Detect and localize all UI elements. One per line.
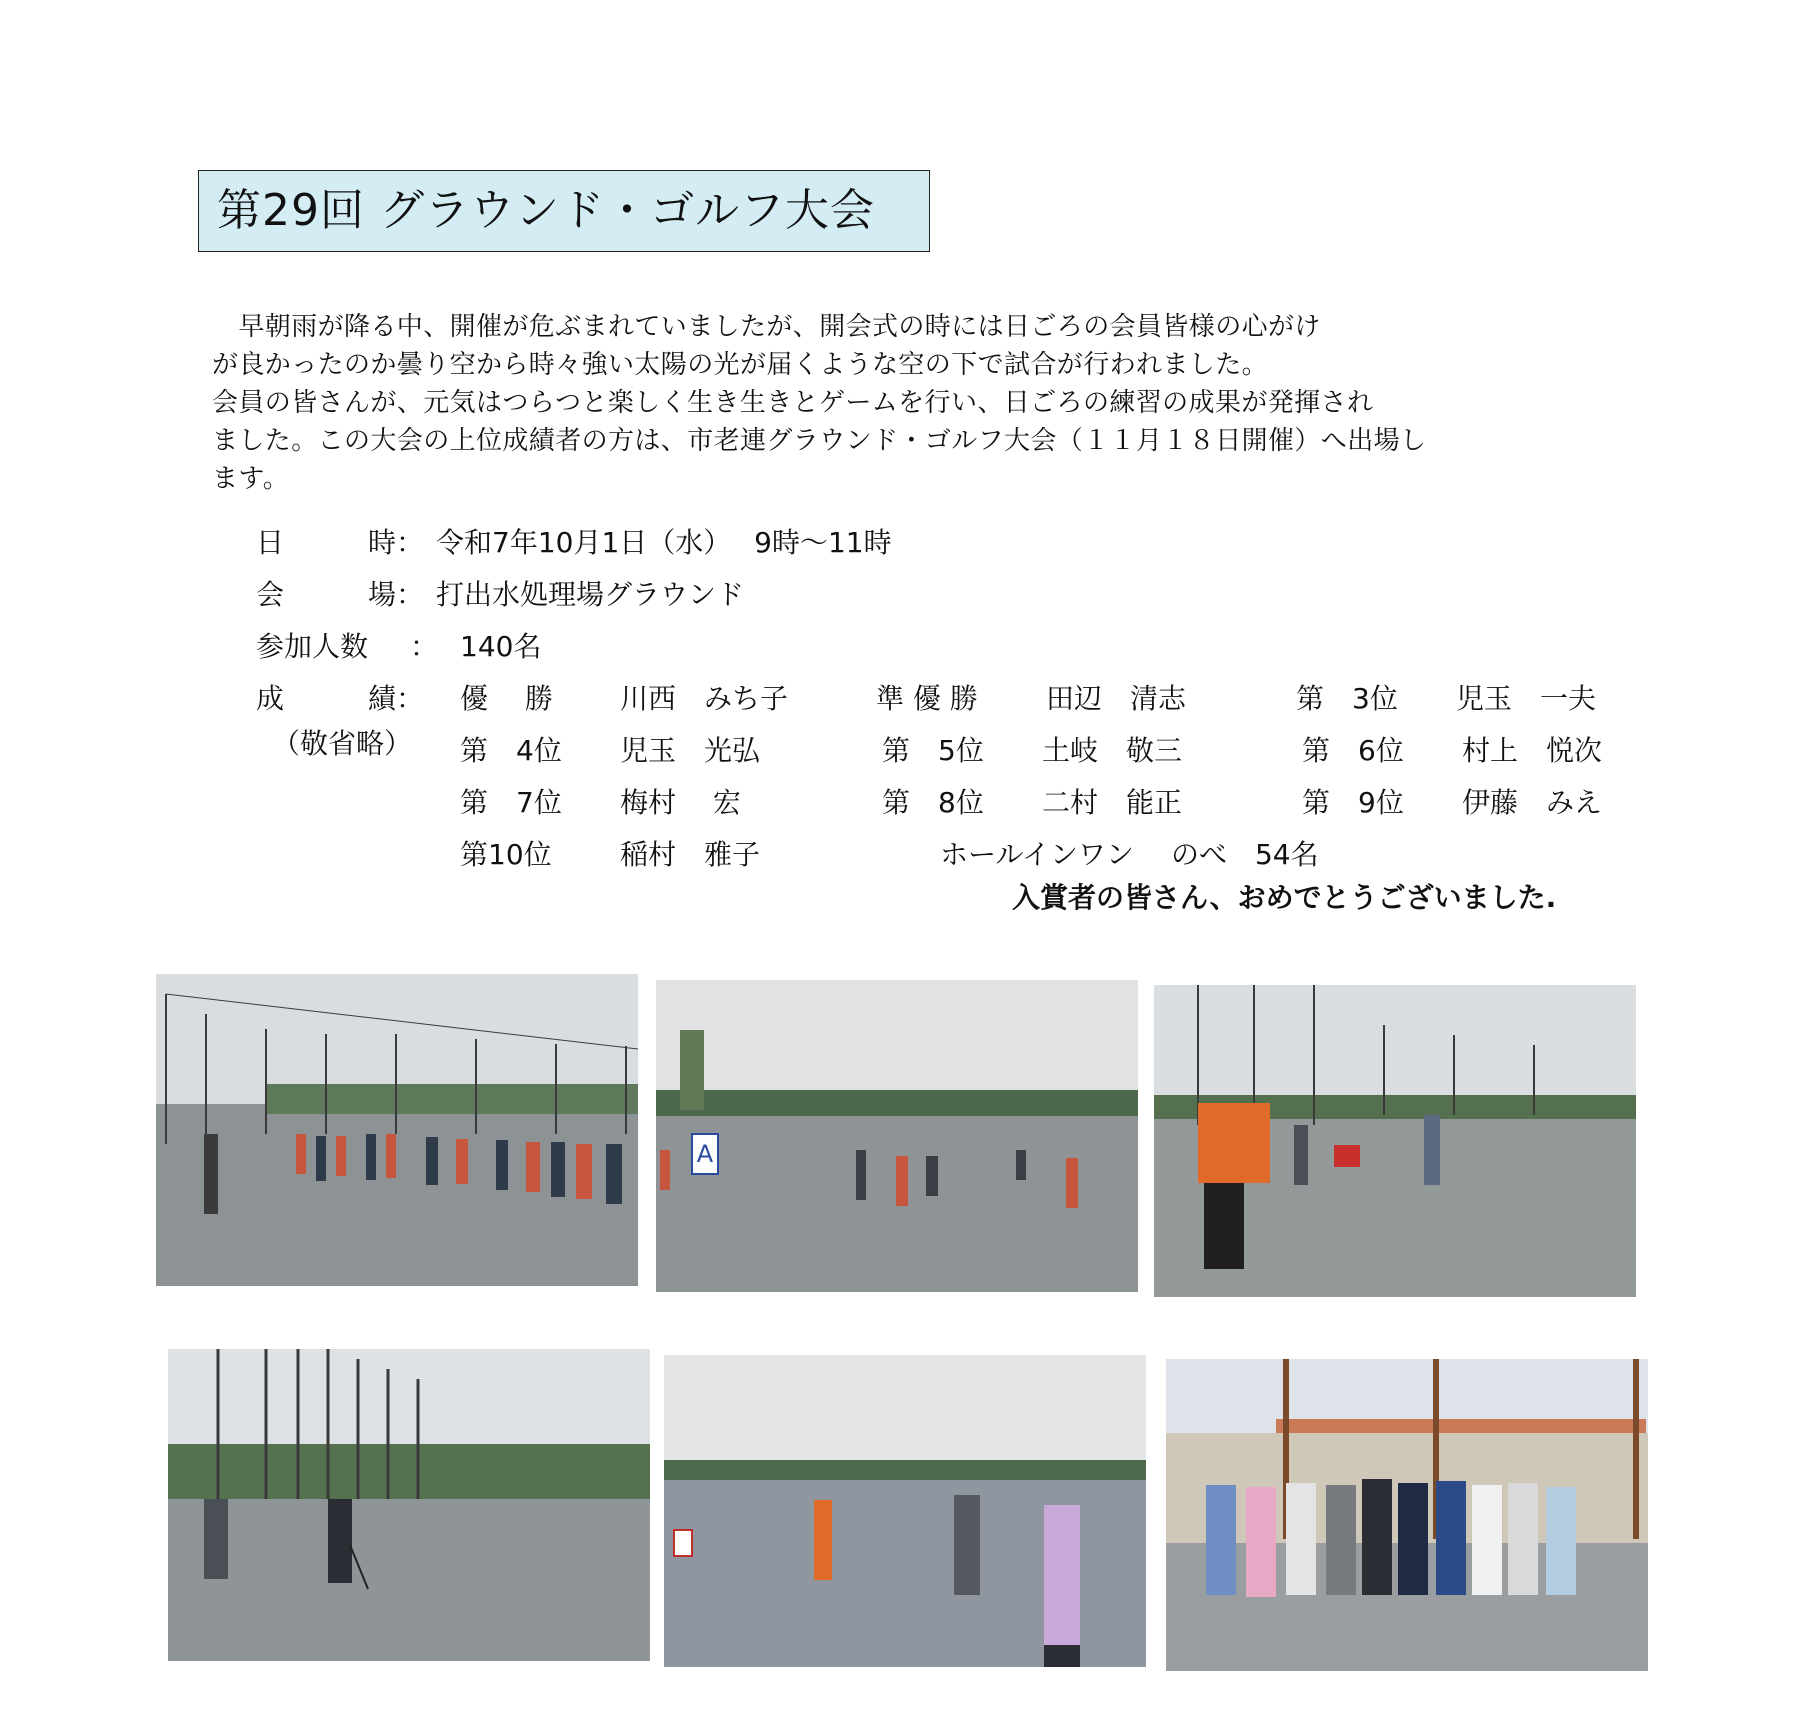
intro-line: が良かったのか曇り空から時々強い太陽の光が届くような空の下で試合が行われました。 — [212, 350, 1269, 380]
intro-line: ました。この大会の上位成績者の方は、市老連グラウンド・ゴルフ大会（１１月１８日開催）へ出場し — [212, 426, 1427, 456]
result-rank: 第 3位 — [1296, 682, 1398, 715]
photo-2-play — [656, 980, 1138, 1292]
count-label: 参加人数 — [256, 630, 369, 663]
intro-line: 会員の皆さんが、元気はつらつと楽しく生き生きとゲームを行い、日ごろの練習の成果が発揮され — [212, 388, 1374, 418]
result-name: 伊藤 みえ — [1462, 786, 1603, 819]
colon: ： — [396, 526, 425, 559]
result-rank: 第 7位 — [460, 786, 562, 819]
result-name: 村上 悦次 — [1462, 734, 1603, 767]
result-name: 児玉 一夫 — [1456, 682, 1597, 715]
page-title: 第29回 グラウンド・ゴルフ大会 — [217, 185, 875, 236]
title-box — [198, 170, 930, 252]
hole-in-one: ホールインワン のべ 54名 — [940, 838, 1319, 871]
date-label-a: 日 — [256, 526, 285, 559]
photo-4-play — [168, 1349, 650, 1661]
count-value: 140名 — [460, 630, 542, 663]
result-name: 土岐 敬三 — [1042, 734, 1183, 767]
date-label-b: 時 — [367, 526, 396, 559]
result-name: 児玉 光弘 — [620, 734, 761, 767]
result-rank: 第 9位 — [1302, 786, 1404, 819]
svg-text:A: A — [696, 1140, 714, 1168]
colon: ： — [396, 682, 425, 715]
result-rank: 優 勝 — [460, 682, 553, 715]
result-name: 二村 能正 — [1042, 786, 1183, 819]
result-name: 田辺 清志 — [1046, 682, 1187, 715]
intro-line: 早朝雨が降る中、開催が危ぶまれていましたが、開会式の時には日ごろの会員皆様の心がけ — [212, 312, 1321, 342]
photo-3-play — [1154, 985, 1636, 1297]
results-label-b: 績 — [367, 682, 396, 715]
colon: ： — [396, 578, 425, 611]
date-value: 令和7年10月1日（水） 9時～11時 — [436, 526, 892, 559]
result-name: 川西 みち子 — [620, 682, 789, 715]
results-note: （敬省略） — [272, 727, 413, 760]
result-rank: 第10位 — [460, 838, 552, 871]
result-rank: 第 4位 — [460, 734, 562, 767]
venue-label-a: 会 — [256, 578, 285, 611]
results-label-a: 成 — [256, 682, 285, 715]
photo-5-play — [664, 1355, 1146, 1667]
colon: ： — [410, 630, 439, 663]
result-rank: 準 優 勝 — [876, 682, 978, 715]
venue-label-b: 場 — [367, 578, 396, 611]
photo-1-opening — [156, 974, 638, 1286]
intro-paragraph — [212, 308, 1612, 498]
intro-line: ます。 — [212, 464, 290, 494]
result-name: 梅村 宏 — [620, 786, 741, 819]
result-rank: 第 6位 — [1302, 734, 1404, 767]
result-rank: 第 5位 — [882, 734, 984, 767]
result-rank: 第 8位 — [882, 786, 984, 819]
photo-6-winners — [1166, 1359, 1648, 1671]
closing-message: 入賞者の皆さん、おめでとうございました. — [1012, 881, 1557, 914]
venue-value: 打出水処理場グラウンド — [436, 578, 745, 611]
result-name: 稲村 雅子 — [620, 838, 761, 871]
